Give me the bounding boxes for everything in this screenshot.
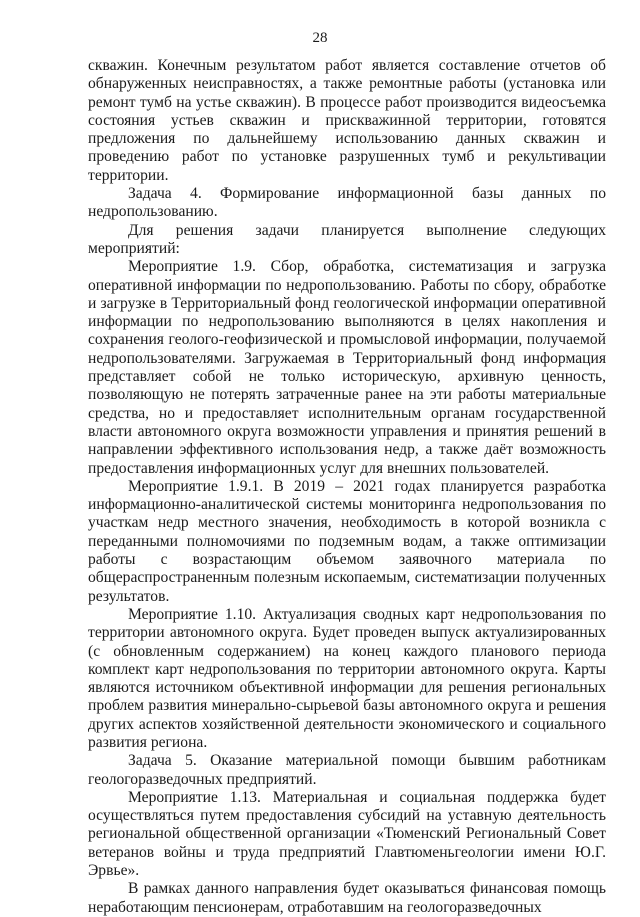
page-number: 28 [312,30,328,46]
paragraph-measures-intro: Для решения задачи планируется выполнение следующих мероприятий: [88,221,606,257]
paragraph-measure-1-10: Мероприятие 1.10. Актуализация сводных карт недропользования по территории автономного округа. Будет проведен выпуск актуализированных (с обновленным содержанием) на конец каждого планового периода комплект карт недропользования по территории автономного округа. Карты являются источником объективной информации для решения региональных проблем развития минерально-сырьевой базы автономного округа и решения других аспектов хозяйственной деятельности экономического и социального развития региона. [88,605,606,751]
paragraph-continuation: скважин. Конечным результатом работ является составление отчетов об обнаруженных неисправностях, а также ремонтные работы (установка или ремонт тумб на устье скважин). В процессе работ производится видеосъемка состояния устьев скважин и прискважинной территории, готовятся предложения по дальнейшему использованию данных скважин и проведению работ по установке разрушенных тумб и рекультивации территории. [88,57,606,184]
paragraph-financial-aid: В рамках данного направления будет оказываться финансовая помощь неработающим пенсионерам, отработавшим на геологоразведочных [88,880,606,916]
paragraph-measure-1-9: Мероприятие 1.9. Сбор, обработка, систематизация и загрузка оперативной информации по недропользованию. Работы по сбору, обработке и загрузке в Территориальный фонд геологической информации оперативной информации по недропользованию выполняются в целях накопления и сохранения геолого-геофизической и промысловой информации, получаемой недропользователями. Загружаемая в Территориальный фонд информация представляет собой не только историческую, архивную ценность, позволяющую не потерять затраченные ранее на эти работы материальные средства, но и предоставляет исполнительным органам государственной власти автономного округа возможности управления и принятия решений в направлении эффективного использования недр, а также даёт возможность предоставления информационных услуг для внешних пользователей. [88,258,606,477]
paragraph-measure-1-13: Мероприятие 1.13. Материальная и социальная поддержка будет осуществляться путем предоставления субсидий на уставную деятельность региональной общественной организации «Тюменский Региональный Совет ветеранов войны и труда предприятий Главтюменьгеологии имени Ю.Г. Эрвье». [88,788,606,880]
document-body [88,57,606,917]
paragraph-task-4: Задача 4. Формирование информационной базы данных по недропользованию. [88,185,606,221]
paragraph-task-5: Задача 5. Оказание материальной помощи бывшим работникам геологоразведочных предприятий. [88,752,606,788]
paragraph-measure-1-9-1: Мероприятие 1.9.1. В 2019 – 2021 годах планируется разработка информационно-аналитической системы мониторинга недропользования по участкам недр местного значения, необходимость в которой возникла с переданными полномочиями по подземным водам, а также оптимизации работы с возрастающим объемом заявочного материала по общераспространенным полезным ископаемым, систематизации полученных результатов. [88,477,606,605]
